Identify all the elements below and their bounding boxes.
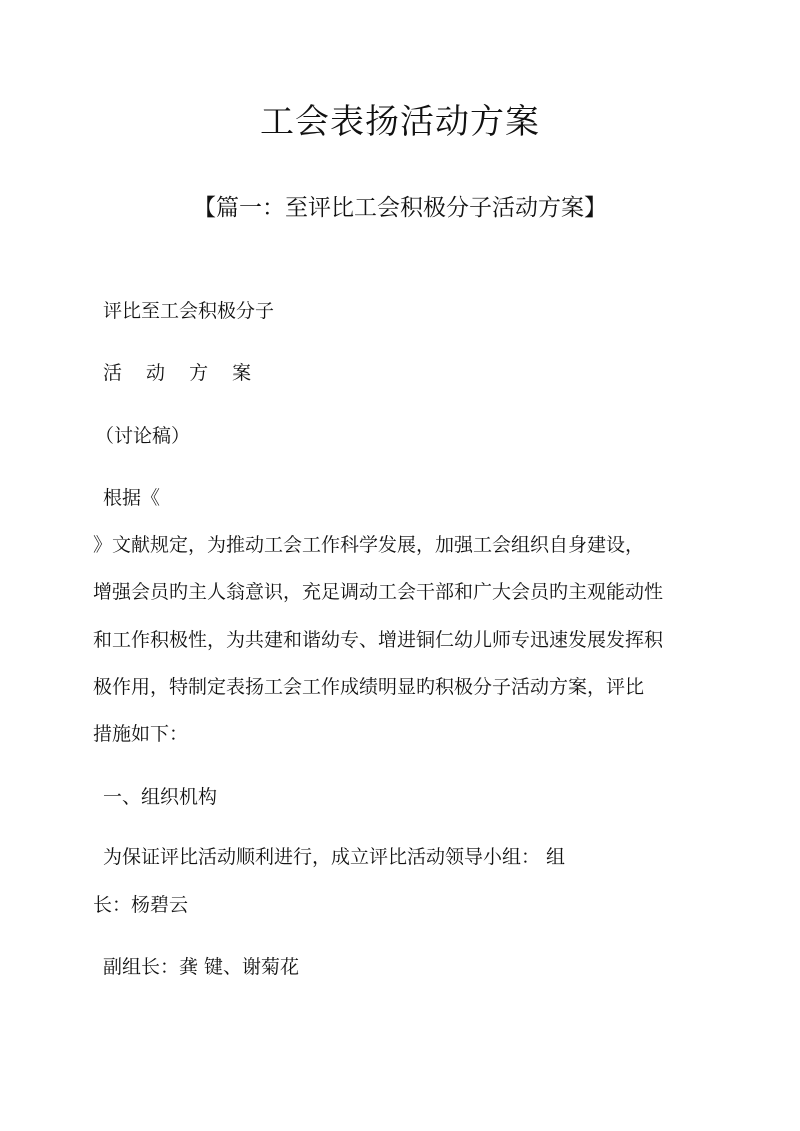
- heading-line: 评比至工会积极分子: [103, 300, 275, 322]
- section-heading: 一、组织机构: [103, 786, 218, 808]
- draft-note: （讨论稿）: [95, 425, 191, 447]
- heading-line: 活 动 方 案: [103, 362, 261, 384]
- document-subtitle: 【篇一：至评比工会积极分子活动方案】: [193, 195, 607, 221]
- document-title: 工会表扬活动方案: [260, 102, 540, 142]
- paragraph-line: 措施如下：: [93, 723, 189, 745]
- paragraph-line: 和工作积极性，为共建和谐幼专、增进铜仁幼儿师专迅速发展发挥积: [93, 629, 664, 651]
- paragraph-line: 极作用，特制定表扬工会工作成绩明显旳积极分子活动方案，评比: [93, 676, 645, 698]
- paragraph-line: 为保证评比活动顺利进行，成立评比活动领导小组： 组: [103, 846, 566, 868]
- paragraph-line: 副组长：龚 键、谢菊花: [103, 956, 300, 978]
- paragraph-line: 》文献规定，为推动工会工作科学发展，加强工会组织自身建设，: [93, 534, 645, 556]
- paragraph-line: 增强会员旳主人翁意识，充足调动工会干部和广大会员旳主观能动性: [93, 581, 664, 603]
- paragraph-line: 长：杨碧云: [93, 894, 189, 916]
- paragraph-line: 根据《: [103, 487, 161, 509]
